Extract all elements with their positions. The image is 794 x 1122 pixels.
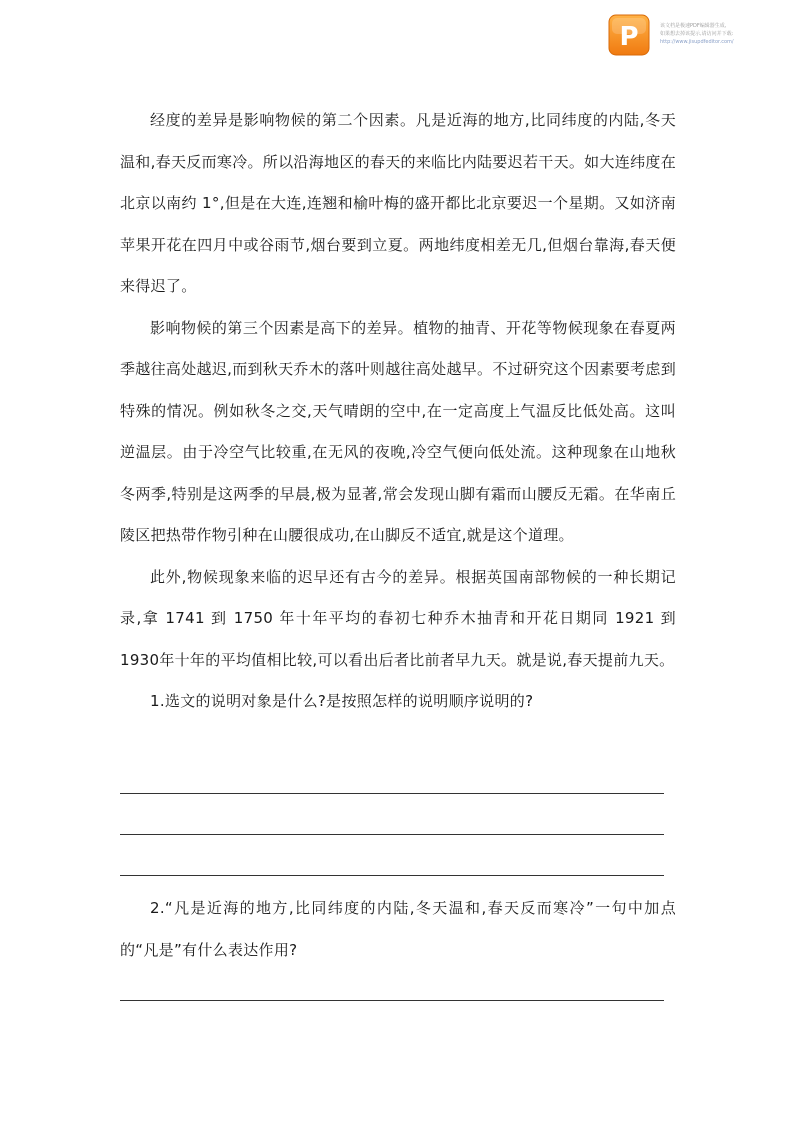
question-2: 2.“凡是近海的地方,比同纬度的内陆,冬天温和,春天反而寒冷”一句中加点的“凡是”有什么表达作用?: [120, 899, 676, 959]
paragraph: 此外,物候现象来临的迟早还有古今的差异。根据英国南部物候的一种长期记录,拿 1741 到 1750 年十年平均的春初七种乔木抽青和开花日期同 1921 到 1930年十年的平均值相比较,可以看出后者比前者早九天。就是说,春天提前九天。: [120, 567, 676, 669]
question-2-block: [120, 888, 676, 971]
question-1: 1.选文的说明对象是什么?是按照怎样的说明顺序说明的?: [150, 692, 534, 710]
watermark-note: [660, 22, 790, 46]
watermark-line: 如果想去掉该提示,请访问并下载:: [660, 31, 734, 37]
paragraph: 影响物候的第三个因素是高下的差异。植物的抽青、开花等物候现象在春夏两季越往高处越迟,而到秋天乔木的落叶则越往高处越早。不过研究这个因素要考虑到特殊的情况。例如秋冬之交,天气晴朗的空中,在一定高度上气温反比低处高。这叫逆温层。由于冷空气比较重,在无风的夜晚,冷空气便向低处流。这种现象在山地秋冬两季,特别是这两季的早晨,极为显著,常会发现山脚有霜而山腰反无霜。在华南丘陵区把热带作物引种在山腰很成功,在山脚反不适宜,就是这个道理。: [120, 318, 676, 544]
answer-line[interactable]: [120, 834, 664, 835]
document-body: [120, 100, 676, 723]
answer-line[interactable]: [120, 793, 664, 794]
logo-letter: P: [619, 22, 639, 52]
watermark-line: 该文档是极速PDF编辑器生成,: [660, 23, 727, 29]
watermark-link[interactable]: http://www.jisupdfeditor.com/: [660, 39, 734, 45]
answer-line[interactable]: [120, 875, 664, 876]
answer-line[interactable]: [120, 1000, 664, 1001]
paragraph: 经度的差异是影响物候的第二个因素。凡是近海的地方,比同纬度的内陆,冬天温和,春天反而寒冷。所以沿海地区的春天的来临比内陆要迟若干天。如大连纬度在北京以南约 1°,但是在大连,连翘和榆叶梅的盛开都比北京要迟一个星期。又如济南苹果开花在四月中或谷雨节,烟台要到立夏。两地纬度相差无几,但烟台靠海,春天便来得迟了。: [120, 111, 676, 295]
pdf-editor-logo-icon: [608, 14, 650, 56]
